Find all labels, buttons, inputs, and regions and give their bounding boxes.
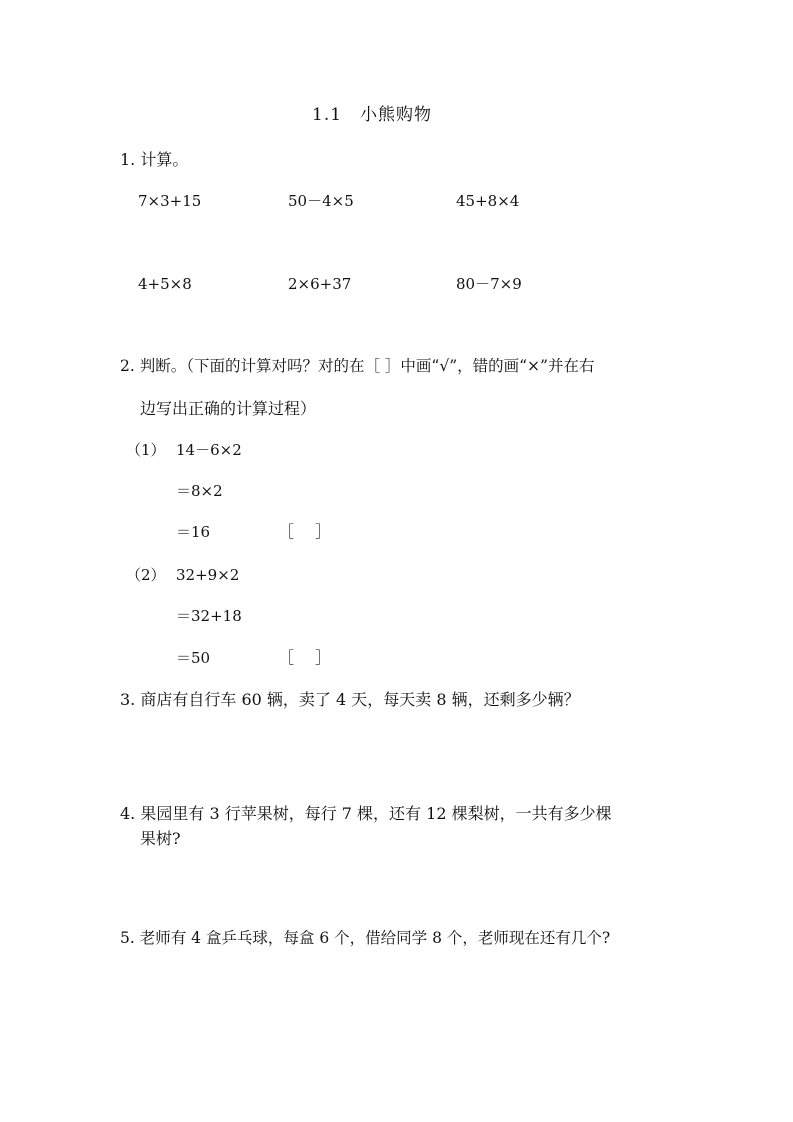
q1-expression: 45+8×4 [456, 192, 520, 210]
question-2-text-continued: 边写出正确的计算过程） [140, 399, 317, 418]
q1-expression: 2×6+37 [288, 275, 352, 293]
q1-expression: 80－7×9 [456, 275, 522, 293]
q2-part-2-answer-bracket[interactable]: ［ ］ [278, 648, 332, 667]
q2-part-1-answer-bracket[interactable]: ［ ］ [278, 522, 332, 541]
q2-part-2-step: ＝32+18 [176, 607, 242, 625]
q1-expression: 4+5×8 [138, 275, 192, 293]
q2-part-2-step: ＝50 [176, 649, 211, 667]
q2-part-1-step: 14－6×2 [176, 441, 242, 459]
q1-expression: 50－4×5 [288, 192, 354, 210]
question-3-text: 3. 商店有自行车 60 辆，卖了 4 天，每天卖 8 辆，还剩多少辆？ [120, 690, 580, 709]
q2-part-2-step: 32+9×2 [176, 566, 240, 584]
q1-expression: 7×3+15 [138, 192, 202, 210]
q2-part-1-step: ＝8×2 [176, 482, 223, 500]
question-1-label: 1. 计算。 [120, 150, 189, 169]
question-4-text: 4. 果园里有 3 行苹果树，每行 7 棵，还有 12 棵梨树，一共有多少棵 [120, 804, 612, 823]
question-4-text-continued: 果树? [140, 829, 181, 848]
question-5-text: 5. 老师有 4 盒乒乓球，每盒 6 个，借给同学 8 个，老师现在还有几个? [120, 929, 611, 947]
q2-part-2-number: （2） [126, 566, 166, 584]
q2-part-1-number: （1） [126, 441, 166, 459]
page-title: 1.1 小熊购物 [312, 105, 433, 125]
question-2-text: 2. 判断。（下面的计算对吗？对的在［ ］中画“√”，错的画“×”并在右 [120, 357, 595, 375]
q2-part-1-step: ＝16 [176, 523, 211, 541]
